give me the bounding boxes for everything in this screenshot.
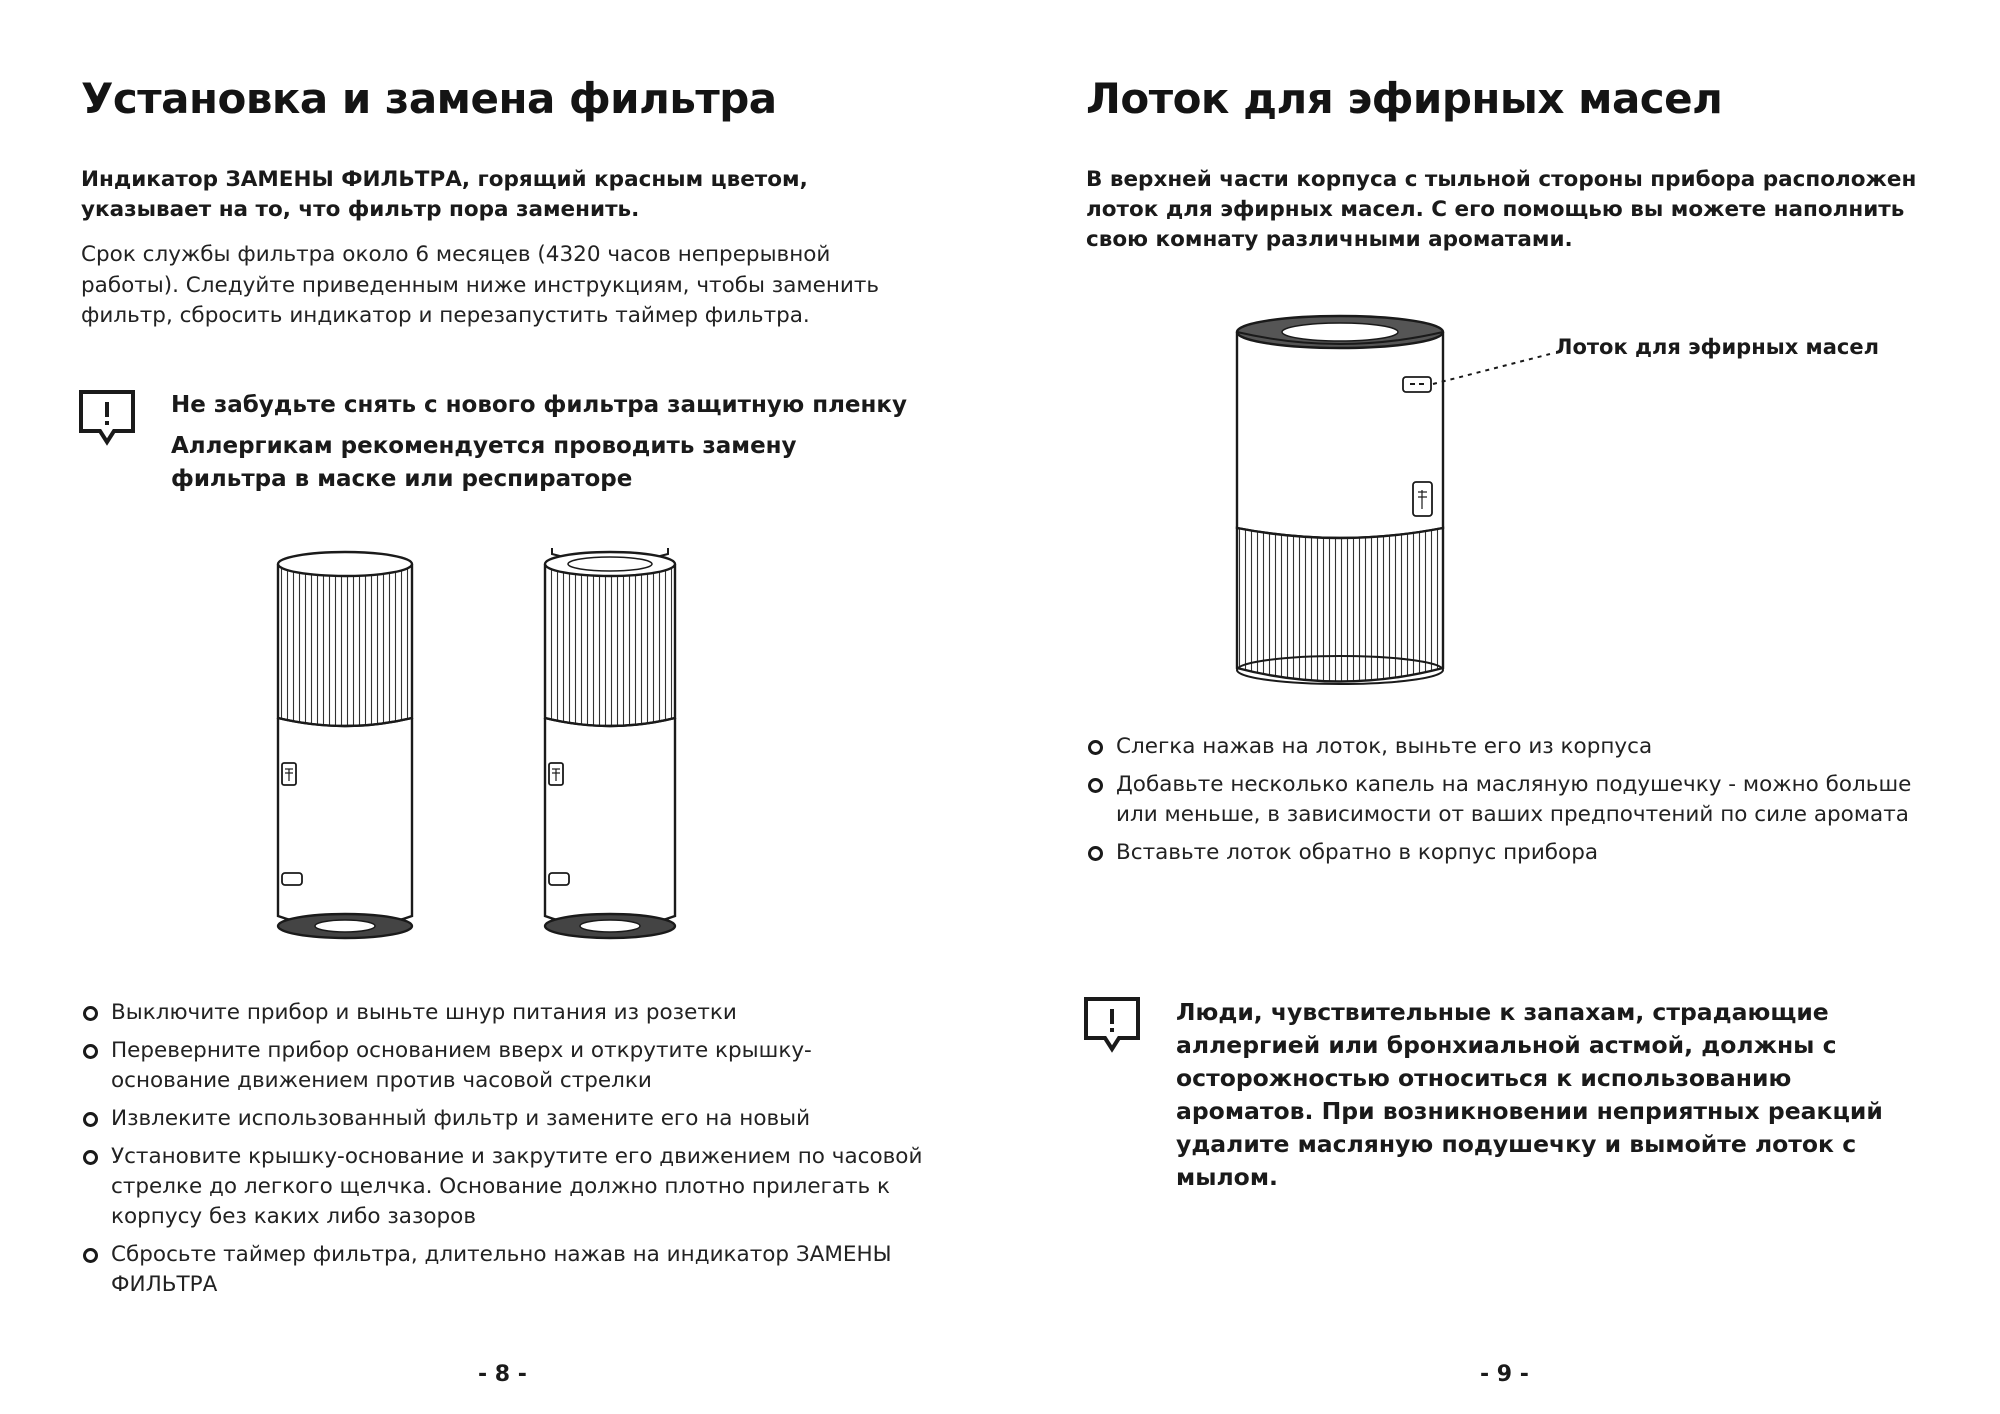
- steps-list: [81, 998, 931, 1308]
- page-title: Лоток для эфирных масел: [1086, 74, 1723, 123]
- page-title: Установка и замена фильтра: [81, 74, 777, 123]
- bullet-ring-icon: [83, 1112, 98, 1127]
- bullet-ring-icon: [1088, 778, 1103, 793]
- notice-text: [171, 389, 911, 497]
- warning-speech-bubble-icon: [1083, 996, 1141, 1056]
- oil-tray-callout-label: Лоток для эфирных масел: [1555, 335, 1879, 359]
- lead-paragraph: Индикатор ЗАМЕНЫ ФИЛЬТРА, горящий красным цветом, указывает на то, что фильтр пора заменить.: [81, 167, 808, 222]
- page-number: - 9 -: [1480, 1362, 1529, 1387]
- purifier-oil-tray-illustration: [1220, 310, 1940, 690]
- list-item: Вставьте лоток обратно в корпус прибора: [1086, 838, 1946, 868]
- bullet-ring-icon: [83, 1006, 98, 1021]
- list-item: Установите крышку-основание и закрутите его движением по часовой стрелке до легкого щелчка. Основание должно плотно прилегать к корпусу без каких либо зазоров: [81, 1142, 931, 1232]
- list-item: Слегка нажав на лоток, выньте его из корпуса: [1086, 732, 1946, 762]
- body-paragraph: Срок службы фильтра около 6 месяцев (4320 часов непрерывной работы). Следуйте приведенным ниже инструкциям, чтобы заменить фильтр, сбросить индикатор и перезапустить таймер фильтра.: [81, 242, 880, 328]
- list-item: Переверните прибор основанием вверх и открутите крышку-основание движением против часовой стрелки: [81, 1036, 931, 1096]
- steps-list: [1086, 732, 1946, 876]
- notice-line: Не забудьте снять с нового фильтра защитную пленку: [171, 392, 908, 418]
- notice-line: Аллергикам рекомендуется проводить замену фильтра в маске или респираторе: [171, 432, 797, 492]
- bullet-ring-icon: [83, 1044, 98, 1059]
- list-item: Извлеките использованный фильтр и замените его на новый: [81, 1104, 931, 1134]
- bullet-ring-icon: [83, 1248, 98, 1263]
- warning-speech-bubble-icon: [78, 389, 136, 449]
- bullet-ring-icon: [1088, 740, 1103, 755]
- page-9: [1000, 0, 2000, 1414]
- list-item: Сбросьте таймер фильтра, длительно нажав на индикатор ЗАМЕНЫ ФИЛЬТРА: [81, 1240, 931, 1300]
- notice-text: Люди, чувствительные к запахам, страдающие аллергией или бронхиальной астмой, должны с осторожностью относиться к использованию ароматов. При возникновении неприятных реакций удалите масляную подушечку и вымойте лоток с мылом.: [1176, 998, 1883, 1191]
- lead-paragraph: В верхней части корпуса с тыльной стороны прибора расположен лоток для эфирных масел. С его помощью вы можете наполнить свою комнату различными ароматами.: [1086, 167, 1917, 252]
- exploded-purifier: [545, 548, 675, 938]
- assembled-purifier: [278, 552, 412, 938]
- filter-replacement-illustration: [250, 548, 730, 948]
- bullet-ring-icon: [1088, 846, 1103, 861]
- bullet-ring-icon: [83, 1150, 98, 1165]
- list-item: Добавьте несколько капель на масляную подушечку - можно больше или меньше, в зависимости от ваших предпочтений по силе аромата: [1086, 770, 1946, 830]
- purifier-body: [1237, 316, 1443, 684]
- list-item: Выключите прибор и выньте шнур питания из розетки: [81, 998, 931, 1028]
- callout-leader-line: [1433, 354, 1550, 384]
- page-number: - 8 -: [478, 1362, 527, 1387]
